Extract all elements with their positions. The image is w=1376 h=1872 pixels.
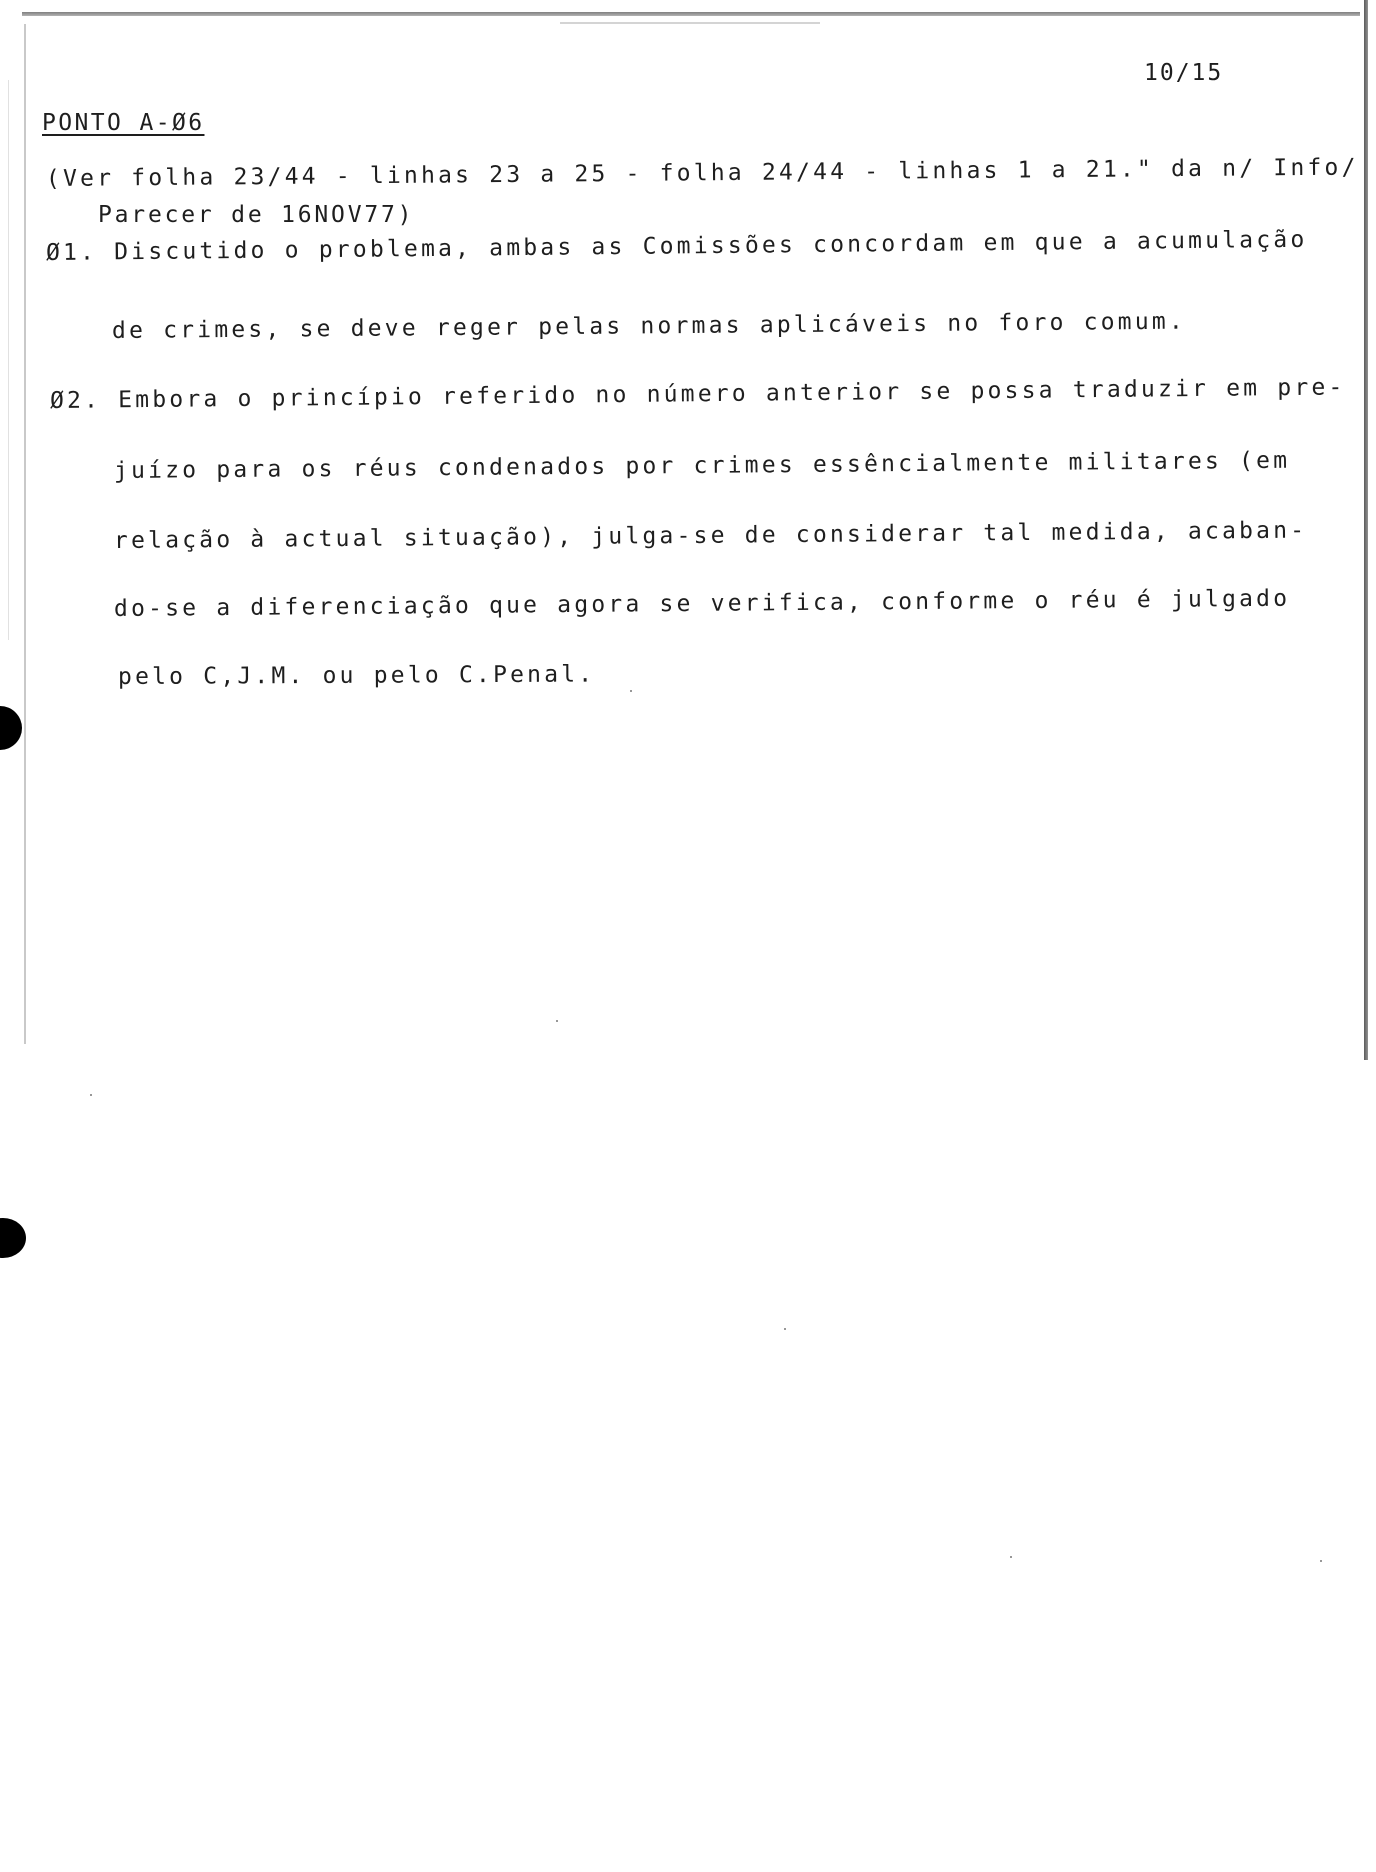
scan-left-edge: [24, 24, 26, 1044]
paragraph-line: do-se a diferenciação que agora se verifica, conforme o réu é julgado: [113, 585, 1291, 622]
scan-speck: [556, 1020, 558, 1022]
paragraph-line: Ø2. Embora o princípio referido no número anterior se possa traduzir em pre-: [49, 374, 1346, 414]
scan-top-mark: [560, 22, 820, 24]
paragraph-line: Ø1. Discutido o problema, ambas as Comissões concordam em que a acumulação: [45, 226, 1308, 266]
paragraph-line: de crimes, se deve reger pelas normas aplicáveis no foro comum.: [111, 308, 1187, 344]
reference-line: Parecer de 16NOV77): [98, 202, 415, 228]
paragraph-line: juízo para os réus condenados por crimes essêncialmente militares (em: [113, 447, 1291, 484]
scan-left-mark: [8, 80, 9, 640]
scan-speck: [1010, 1556, 1012, 1558]
scan-speck: [630, 690, 632, 692]
punch-hole: [0, 1218, 26, 1258]
section-heading: PONTO A-Ø6: [42, 110, 205, 136]
scan-speck: [784, 1328, 786, 1330]
scan-top-edge: [22, 12, 1360, 16]
scan-speck: [90, 1094, 92, 1096]
punch-hole: [0, 706, 22, 750]
paragraph-line: relação à actual situação), julga-se de considerar tal medida, acaban-: [113, 517, 1308, 554]
reference-line: (Ver folha 23/44 - linhas 23 a 25 - folha 24/44 - linhas 1 a 21." da n/ Info/: [45, 154, 1359, 192]
page-number: 10/15: [1144, 60, 1224, 86]
scan-right-edge: [1364, 0, 1368, 1060]
scan-speck: [1320, 1560, 1322, 1562]
paragraph-line: pelo C,J.M. ou pelo C.Penal.: [117, 661, 596, 690]
